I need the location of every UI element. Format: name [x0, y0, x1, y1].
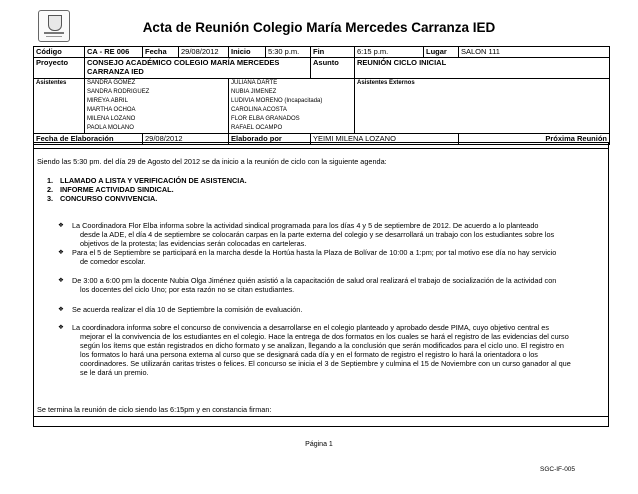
intro-text: Siendo las 5:30 pm. del día 29 de Agosto del 2012 se da inicio a la reunión de ciclo con la siguiente agenda:: [37, 157, 387, 166]
paragraph-line: los docentes del ciclo Uno; por esta razón no se citan estudiantes.: [80, 285, 295, 294]
fecha-value: 29/08/2012: [179, 47, 229, 58]
lugar-value: SALON 111: [459, 47, 610, 58]
paragraph-line: mejorar el la convivencia de los estudiantes en el colegio. Hace la entrega de dos formatos en los cuales se hará el registro de las evidencias del curso: [80, 332, 569, 341]
paragraph-line: Se acuerda realizar el día 10 de Septiembre la comisión de evaluación.: [72, 305, 303, 314]
agenda-item: 2. INFORME ACTIVIDAD SINDICAL.: [47, 185, 174, 194]
divider: [34, 148, 608, 149]
fin-value: 6:15 p.m.: [355, 47, 424, 58]
externos-label: Asistentes Externos: [355, 79, 424, 134]
paragraph-line: coordinadores. Se utilizarán caritas tristes o felices. El concurso se inicia el 3 de Septiembre y culmina el 15 de Noviembre con un curso ganador al que: [80, 359, 571, 368]
elaborado-por-label: Elaborado por: [229, 134, 311, 145]
diamond-bullet-icon: ❖: [58, 324, 64, 331]
elaborado-por-value: YEIMI MILENA LOZANO: [311, 134, 459, 145]
diamond-bullet-icon: ❖: [58, 277, 64, 284]
agenda-item: 1. LLAMADO A LISTA Y VERIFICACIÓN DE ASISTENCIA.: [47, 176, 247, 185]
paragraph-line: objetivos de la protesta; las evidencias serán colocadas en carteleras.: [80, 239, 307, 248]
proyecto-label: Proyecto: [34, 58, 85, 79]
agenda-item: 3. CONCURSO CONVIVENCIA.: [47, 194, 158, 203]
paragraph-line: se le dará un premio.: [80, 368, 149, 377]
paragraph-line: Para el 5 de Septiembre se participará en la marcha desde la Hortúa hasta la Plaza de Bolívar de 10:00 a 1:pm; por tal motivo ese día no hay servicio: [72, 248, 557, 257]
codigo-value: CA - RE 006: [85, 47, 143, 58]
codigo-label: Código: [34, 47, 85, 58]
page-number: Página 1: [305, 441, 333, 448]
diamond-bullet-icon: ❖: [58, 222, 64, 229]
fin-label: Fin: [311, 47, 355, 58]
lugar-label: Lugar: [424, 47, 459, 58]
fecha-elaboracion-value: 29/08/2012: [143, 134, 229, 145]
closing-text: Se termina la reunión de ciclo siendo las 6:15pm y en constancia firman:: [37, 405, 272, 414]
externos-value: [424, 79, 610, 134]
form-code: SGC-IF-005: [540, 466, 576, 473]
diamond-bullet-icon: ❖: [58, 306, 64, 313]
proxima-reunion-label: Próxima Reunión: [459, 134, 610, 145]
fecha-elaboracion-label: Fecha de Elaboración: [34, 134, 143, 145]
asistentes-label: Asistentes: [34, 79, 85, 134]
paragraph-line: La coordinadora informa sobre el concurso de convivencia a desarrollarse en el colegio planteado y aprobado desde PIMA, cuyo objetivo central es: [72, 323, 550, 332]
paragraph-line: según los ítems que están registrados en dicho formato y se analizan, llegando a la conclusión que serán modificados para el ciclo uno. El registro en: [80, 341, 564, 350]
header-table: [33, 46, 610, 145]
proyecto-value: CONSEJO ACADÉMICO COLEGIO MARÍA MERCEDES CARRANZA IED: [85, 58, 311, 79]
asistentes-list-1: SANDRA GOMEZ SANDRA RODRIGUEZ MIREYA ABRIL MARTHA OCHOA MILENA LOZANO PAOLA MOLANO: [85, 79, 229, 134]
document-title: Acta de Reunión Colegio María Mercedes Carranza IED: [142, 20, 496, 35]
asunto-value: REUNIÓN CICLO INICIAL: [355, 58, 610, 79]
paragraph-line: de comedor escolar.: [80, 257, 146, 266]
diamond-bullet-icon: ❖: [58, 249, 64, 256]
paragraph-line: La Coordinadora Flor Elba informa sobre la actividad sindical programada para los días 4 y 5 de septiembre de 2012. De acuerdo a lo planteado: [72, 221, 539, 230]
asunto-label: Asunto: [311, 58, 355, 79]
asistentes-list-2: JULIANA DARTE NUBIA JIMENEZ LUDIVIA MORENO (Incapacitada) CAROLINA ACOSTA FLOR ELBA GRANADOS RAFAEL OCAMPO: [229, 79, 355, 134]
paragraph-line: De 3:00 a 6:00 pm la docente Nubia Olga Jiménez quién asistió a la capacitación de salud oral realizará el trabajo de socialización de la actividad con: [72, 276, 557, 285]
minutes-body: [33, 142, 609, 427]
paragraph-line: desde la ADE, el día 4 de septiembre se colocarán carpas en la parte externa del colegio y se desarrollará un trabajo con los estudiantes sobre los: [80, 230, 555, 239]
paragraph-line: los formatos lo hará una persona externa al curso que se designará cada día y en el formato de registro el registro lo hará la orientadora o los: [80, 350, 538, 359]
divider: [34, 416, 608, 417]
fecha-label: Fecha: [143, 47, 179, 58]
inicio-label: Inicio: [229, 47, 266, 58]
inicio-value: 5:30 p.m.: [266, 47, 311, 58]
